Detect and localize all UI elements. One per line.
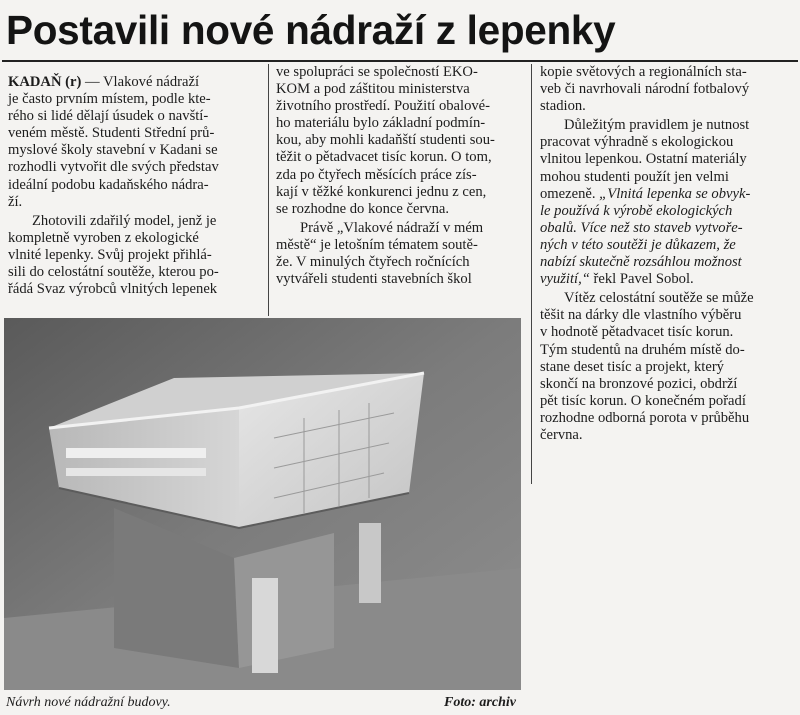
text-line: stadion.	[540, 98, 586, 115]
text-line: zda po čtyřech měsících práce zís-	[276, 166, 477, 183]
text-line: rého si lidé dělají úsudek o navští-	[8, 108, 209, 125]
headline-rule	[2, 60, 798, 62]
text-line: ideální podobu kadaňského nádra-	[8, 176, 209, 193]
column-divider-2	[531, 64, 532, 484]
text-line: ží.	[8, 193, 23, 210]
text-line: Důležitým pravidlem je nutnost	[564, 117, 750, 134]
text-line: v hodnotě pětadvacet tisíc korun.	[540, 324, 734, 341]
article-column-1	[8, 74, 262, 298]
article-column-2	[276, 64, 522, 288]
text-line: pět tisíc korun. O konečném pořadí	[540, 392, 746, 409]
photo-caption-row	[6, 694, 520, 712]
text-line: kompletně vyroben z ekologické	[8, 229, 199, 246]
text-line: těšit na dárky dle vlastního výběru	[540, 307, 742, 324]
paragraph-5	[540, 64, 790, 115]
text-line: veb či navrhovali národní fotbalový	[540, 81, 750, 98]
paragraph-6	[540, 117, 790, 288]
text-line: myslové školy stavební v Kadani se	[8, 142, 218, 159]
text-line: se rozhodne do konce června.	[276, 200, 450, 217]
text-line: sili do celostátní soutěže, kterou po-	[8, 264, 219, 281]
paragraph-3	[276, 64, 522, 218]
text-line: Vlakové nádraží	[103, 74, 200, 90]
paragraph-7	[540, 290, 790, 444]
text-line: kají v těžké konkurenci jednu z cen,	[276, 183, 487, 200]
headline: Postavili nové nádraží z lepenky	[6, 7, 616, 53]
text-line: KOM a pod záštitou ministerstva	[276, 81, 470, 98]
omezene-text: omezeně.	[540, 185, 596, 202]
text-line: vytvářeli studenti stavebních škol	[276, 271, 472, 288]
quote-start: „Vlnitá lepenka se obvyk-	[595, 185, 751, 202]
text-line: Zhotovili zdařilý model, jenž je	[32, 212, 217, 229]
text-line: nabízí skutečně rozsáhlou možnost	[540, 254, 742, 271]
text-line: stane deset tisíc a projekt, který	[540, 358, 724, 375]
text-line: obalů. Více než sto staveb vytvoře-	[540, 219, 743, 236]
text-line: těžit o pětadvacet tisíc korun. O tom,	[276, 149, 492, 166]
quote-end: využití,“	[540, 271, 590, 288]
photo-caption: Návrh nové nádražní budovy.	[6, 695, 171, 710]
paragraph-1	[8, 74, 262, 211]
dateline: KADAŇ (r)	[8, 74, 82, 90]
paragraph-4	[276, 220, 522, 288]
text-line: ho materiálu bylo základní podmín-	[276, 115, 486, 132]
text-line: že. V minulých čtyřech ročnících	[276, 254, 470, 271]
text-line: vlnité lepenky. Svůj projekt přihlá-	[8, 246, 212, 263]
text-line: ve spolupráci se společností EKO-	[276, 64, 478, 80]
text-line: Tým studentů na druhém místě do-	[540, 341, 745, 358]
text-line: rozhodne odborná porota v průběhu	[540, 409, 750, 426]
text-line: vlnitou lepenkou. Ostatní materiály	[540, 151, 747, 168]
text-line: řádá Svaz výrobců vlnitých lepenek	[8, 281, 218, 298]
text-line: pracovat výhradně s ekologickou	[540, 134, 734, 151]
text-line: ných v této soutěži je důkazem, že	[540, 236, 736, 253]
text-line: veném městě. Studenti Střední prů-	[8, 125, 215, 142]
text-line: městě“ je letošním tématem soutě-	[276, 236, 478, 253]
text-line: kou, aby mohli kadaňští studenti sou-	[276, 132, 495, 149]
text-line: kopie světových a regionálních sta-	[540, 64, 747, 80]
text-line: června.	[540, 426, 583, 443]
text-line: le používá k výrobě ekologických	[540, 202, 733, 219]
quote-attribution: řekl Pavel Sobol.	[589, 271, 694, 288]
text-line: Právě „Vlakové nádraží v mém	[300, 219, 484, 236]
text-line: rozhodli vytvořit dle svých představ	[8, 159, 219, 176]
column-divider-1	[268, 64, 269, 316]
text-line: mohou studenti použít jen velmi	[540, 168, 729, 185]
model-photo	[4, 318, 521, 690]
cardboard-station-model-image	[4, 318, 521, 690]
article-column-3	[540, 64, 790, 444]
quote-body	[540, 203, 743, 270]
dateline-dash: —	[81, 74, 103, 90]
text-line: životního prostředí. Použití obalové-	[276, 98, 491, 115]
text-line: je často prvním místem, podle kte-	[8, 91, 211, 108]
text-line: Vítěz celostátní soutěže se může	[564, 290, 754, 307]
text-line: skončí na bronzové pozici, obdrží	[540, 375, 738, 392]
paragraph-2	[8, 213, 262, 298]
photo-credit: Foto: archiv	[444, 695, 516, 710]
